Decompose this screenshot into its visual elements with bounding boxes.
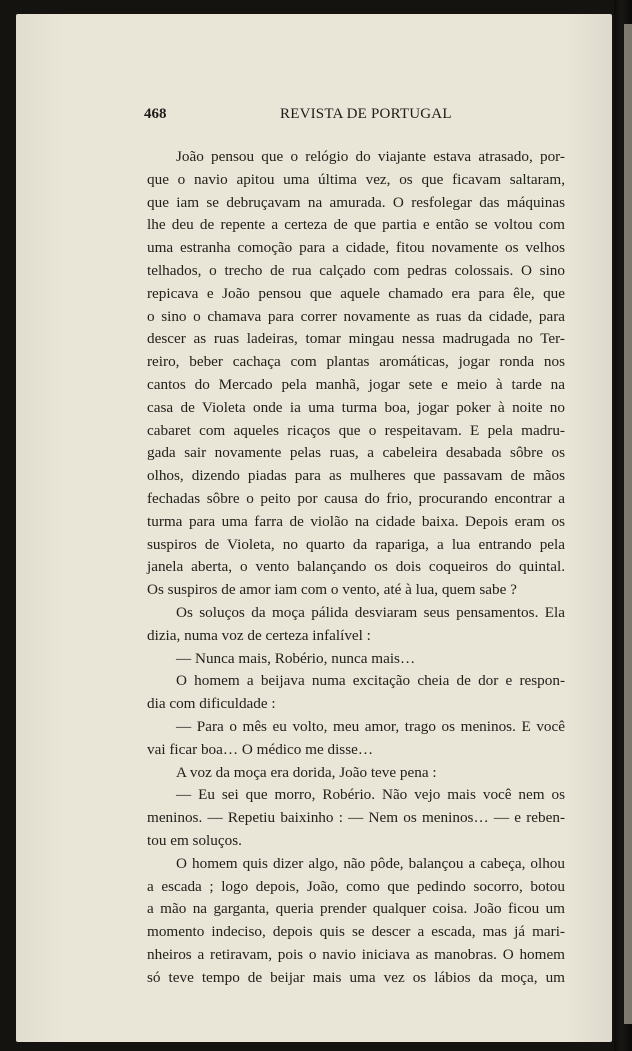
text-line: tou em soluços. xyxy=(147,831,242,849)
text-line: descer as ruas ladeiras, tomar mingau nessa madrugada no Ter- xyxy=(147,330,565,348)
text-line: o sino o chamava para correr novamente as ruas da cidade, para xyxy=(147,307,565,325)
text-line: a escada ; logo depois, João, como que pedindo socorro, botou xyxy=(147,877,565,895)
text-line: Os soluços da moça pálida desviaram seus pensamentos. Ela xyxy=(176,603,565,621)
text-line: turma para uma farra de violão na cidade baixa. Depois eram os xyxy=(147,512,565,530)
text-line: gada sair novamente pelas ruas, a cabeleira desabada sôbre os xyxy=(147,444,565,462)
text-line: reiro, beber cachaça com plantas aromáticas, jogar ronda nos xyxy=(147,353,565,371)
text-line: cabaret com aqueles ricaços que o respeitavam. E pela madru- xyxy=(147,421,565,439)
text-line: suspiros de Violeta, no quarto da rapariga, a lua entrando pela xyxy=(147,535,565,553)
text-line: que iam se debruçavam na amurada. O resfolegar das máquinas xyxy=(147,193,565,211)
text-line: — Nunca mais, Robério, nunca mais… xyxy=(176,649,416,667)
text-line: só teve tempo de beijar mais uma vez os lábios da moça, um xyxy=(147,968,565,986)
running-head: REVISTA DE PORTUGAL xyxy=(280,106,452,122)
text-line: — Para o mês eu volto, meu amor, trago os meninos. E você xyxy=(176,717,565,735)
text-line: — Eu sei que morro, Robério. Não vejo mais você nem os xyxy=(176,786,565,804)
text-line: casa de Violeta onde ia uma turma boa, jogar poker à noite no xyxy=(147,398,565,416)
text-line: janela aberta, o vento balançando os dois coqueiros do quintal. xyxy=(147,558,565,576)
text-line: dia com dificuldade : xyxy=(147,695,276,713)
text-line: João pensou que o relógio do viajante estava atrasado, por- xyxy=(176,148,565,165)
text-line: O homem a beijava numa excitação cheia de dor e respon- xyxy=(176,672,565,690)
text-line: a mão na garganta, queria prender qualquer coisa. João ficou um xyxy=(147,900,565,918)
page-number: 468 xyxy=(144,106,167,122)
text-line: O homem quis dizer algo, não pôde, balançou a cabeça, olhou xyxy=(176,854,565,872)
text-line: uma estranha comoção para a cidade, fitou novamente os velhos xyxy=(147,239,565,257)
next-page-edge xyxy=(624,24,632,1024)
text-line: fechadas sôbre o peito por causa do frio, procurando encontrar a xyxy=(147,489,565,507)
text-line: momento indeciso, depois quis se descer a escada, mas já mari- xyxy=(147,923,565,941)
text-line: dizia, numa voz de certeza infalível : xyxy=(147,626,371,644)
text-line: cantos do Mercado pela manhã, jogar sete e meio à tarde na xyxy=(147,375,565,393)
text-line: meninos. — Repetiu baixinho : — Nem os meninos… — e reben- xyxy=(147,809,565,827)
text-line: repicava e João pensou que aquele chamado era para êle, que xyxy=(147,284,565,302)
text-line: A voz da moça era dorida, João teve pena : xyxy=(176,763,437,781)
text-line: Os suspiros de amor iam com o vento, até à lua, quem sabe ? xyxy=(147,581,517,599)
text-line: olhos, dizendo piadas para as mulheres que passavam de mãos xyxy=(147,467,565,485)
body-text xyxy=(147,146,565,989)
text-line: nheiros a retiravam, pois o navio iniciava as manobras. O homem xyxy=(147,945,565,963)
text-line: lhe deu de repente a certeza de que partia e então se voltou com xyxy=(147,216,565,234)
page-header xyxy=(144,106,564,128)
text-line: que o navio apitou uma última vez, os que ficavam saltaram, xyxy=(147,170,565,188)
text-line: vai ficar boa… O médico me disse… xyxy=(147,740,374,758)
text-line: telhados, o trecho de rua calçado com pedras colossais. O sino xyxy=(147,261,565,279)
